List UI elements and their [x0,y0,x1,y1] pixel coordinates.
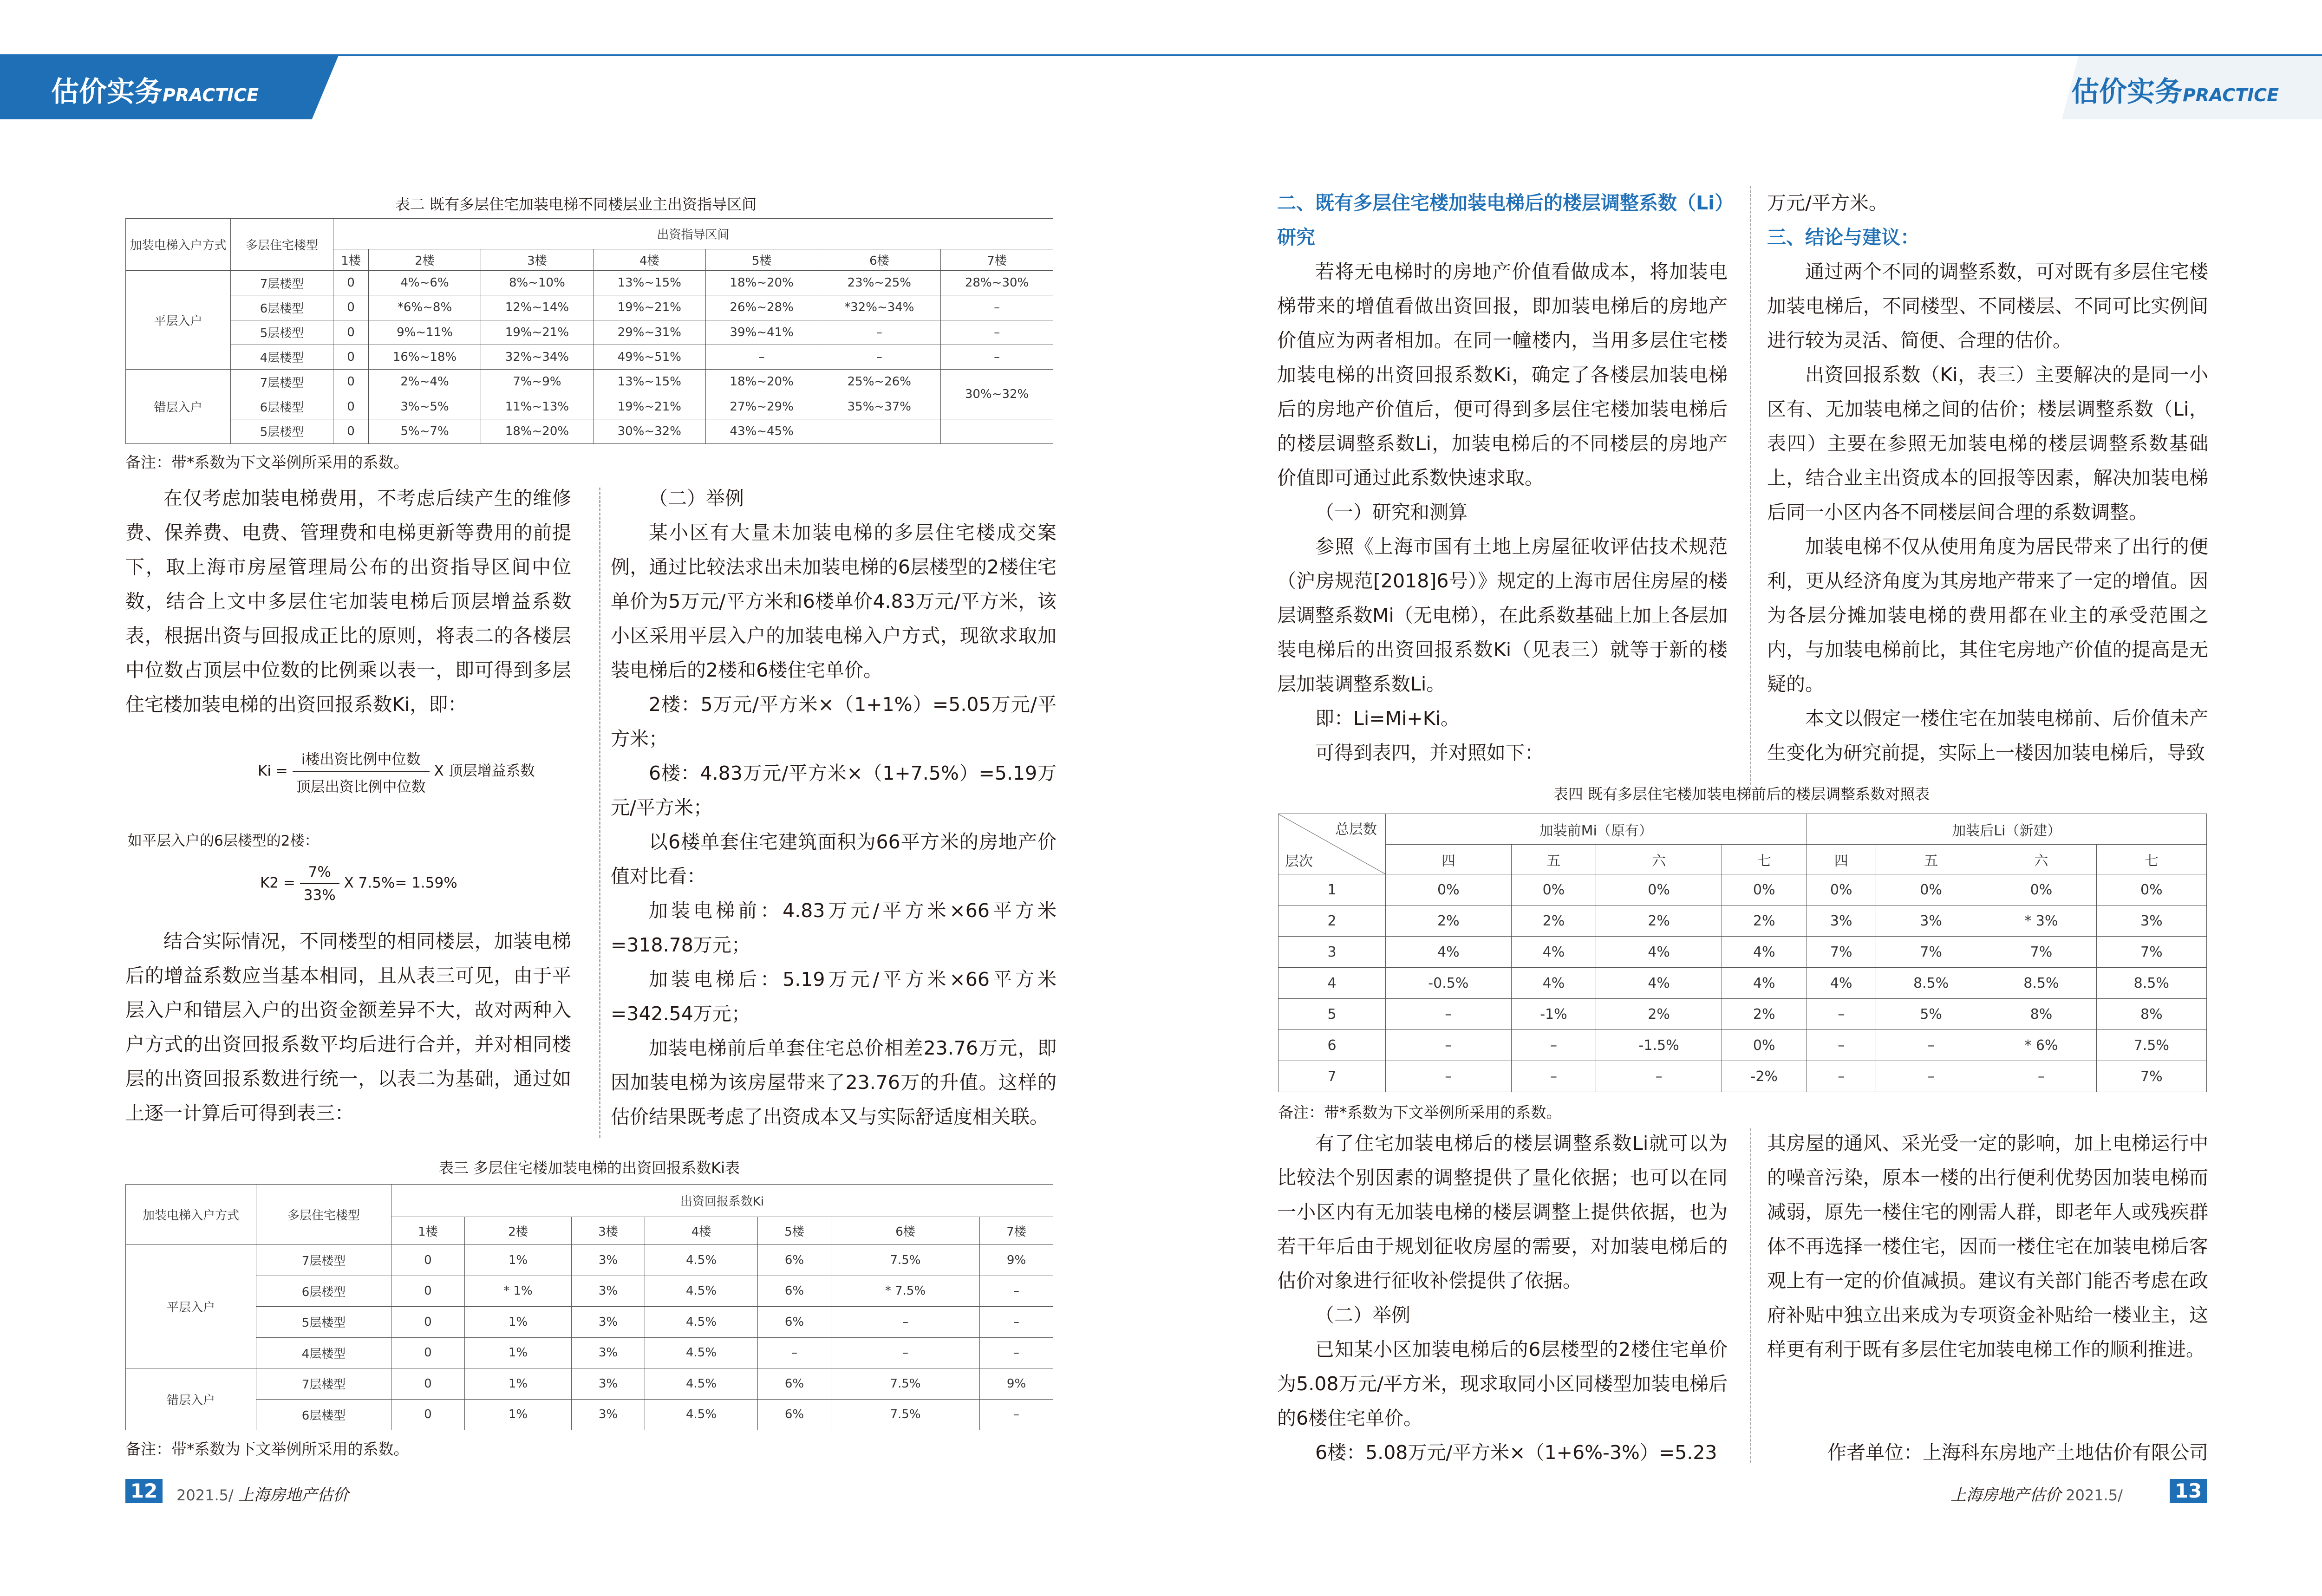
table3-cell: 1% [464,1245,571,1276]
table2-cell: 23%~25% [818,271,941,295]
table-row [126,370,1053,394]
section-heading: 二、既有多层住宅楼加装电梯后的楼层调整系数（Li）研究 [1277,192,1724,248]
table3-cell: 3% [572,1337,645,1368]
formula-text: X 7.5%= 1.59% [344,874,457,892]
table3-cell: – [831,1337,979,1368]
column-divider [1750,186,1751,789]
table-row [1278,937,2207,968]
table3-cell: 1% [464,1337,571,1368]
table2-cell: 4%~6% [369,271,481,295]
subsection-heading: （二）举例 [1315,1304,1410,1326]
table2-type-cell: 6层楼型 [231,295,333,320]
table2-cell: 0 [333,320,369,345]
table3-note: 备注：带*系数为下文举例所采用的系数。 [125,1440,409,1458]
table-row [126,419,1053,443]
table2-type-cell: 5层楼型 [231,419,333,443]
table4-cell: 8.5% [1876,968,1986,999]
table4-cell: – [1386,999,1512,1030]
table2-cell: – [941,320,1053,345]
table-row [126,320,1053,345]
table2-cell: – [818,345,941,369]
table4-cell: 0% [1807,874,1876,905]
issue-text: 2021.5/ [176,1486,234,1504]
table2 [125,218,1053,444]
table3-cell: 3% [572,1245,645,1276]
paragraph: 加装电梯后：5.19万元/平方米×66平方米=342.54万元； [611,968,1057,1025]
table3-header-mode: 加装电梯入户方式 [126,1185,256,1245]
table3-type-cell: 6层楼型 [256,1399,391,1430]
paragraph: 有了住宅加装电梯后的楼层调整系数Li就可以为比较法个别因素的调整提供了量化依据；也可以在同一小区内有无加装电梯的楼层调整上提供依据，也为若干年后由于规划征收房屋的需要，对加装电梯后的估价对象进行征收补偿提供了依据。 [1277,1132,1728,1292]
table2-type-cell: 5层楼型 [231,320,333,345]
table3-caption: 表三 多层住宅楼加装电梯的出资回报系数Ki表 [438,1159,740,1177]
table4-col-header: 七 [2096,845,2206,874]
table2-cell: 30%~32% [593,419,705,443]
column-divider [599,488,600,1138]
table2-cell: 39%~41% [705,320,818,345]
table4-corner-bottom: 层次 [1285,853,1313,870]
table4-col-header: 五 [1511,845,1596,874]
table2-cell: – [941,295,1053,320]
table3-cell: 6% [758,1399,831,1430]
right-column-1 [1277,186,1728,770]
table4-floor-cell: 1 [1278,874,1386,905]
table3-cell: 1% [464,1307,571,1338]
section-heading: 三、结论与建议： [1767,226,1919,248]
table4-col-header: 六 [1596,845,1722,874]
table4-cell: – [1511,1061,1596,1092]
table-row [1278,874,2207,905]
table4-cell: 8% [1986,999,2096,1030]
table4-cell: – [1986,1061,2096,1092]
table-row [126,271,1053,295]
formula-text: X 顶层增益系数 [434,762,535,780]
table2-mode-cell: 平层入户 [126,271,231,370]
formula-fraction [293,748,430,796]
table4-cell: 7% [2096,1061,2206,1092]
table3-cell: 6% [758,1368,831,1400]
table4-cell: – [1807,1030,1876,1061]
formula-ki [258,748,535,796]
table2-type-cell: 7层楼型 [231,271,333,295]
table4-cell: -0.5% [1386,968,1512,999]
paragraph: 参照《上海市国有土地上房屋征收评估技术规范（沪房规范[2018]6号）》规定的上海市居住房屋的楼层调整系数Mi（无电梯），在此系数基础上加上各层加装电梯后的出资回报系数Ki（见表三）就等于新的楼层加装调整系数Li。 [1277,535,1728,695]
table3-cell: 4.5% [645,1245,757,1276]
table3-floor-header: 7楼 [980,1217,1053,1245]
table2-cell: 13%~15% [593,370,705,394]
table3-cell: 6% [758,1276,831,1307]
paragraph: 结合实际情况，不同楼型的相同楼层，加装电梯后的增益系数应当基本相同，且从表三可见，由于平层入户和错层入户的出资金额差异不大，故对两种入户方式的出资回报系数平均后进行合并，并对相同楼层的出资回报系数进行统一，以表二为基础，通过如上逐一计算后可得到表三： [125,930,571,1124]
table2-cell: 11%~13% [481,394,593,419]
table2-cell: 35%~37% [818,394,941,419]
table4-cell: – [1807,1061,1876,1092]
table-row [126,1368,1053,1400]
table4-cell: – [1596,1061,1722,1092]
table4-cell: 3% [1807,905,1876,937]
table3-cell: 1% [464,1368,571,1400]
table3-cell: – [980,1399,1053,1430]
table4-cell: 3% [2096,905,2206,937]
table3-cell: 4.5% [645,1276,757,1307]
table2-cell: 0 [333,419,369,443]
table4-cell: 7% [2096,937,2206,968]
table2-cell: 49%~51% [593,345,705,369]
paragraph: 其房屋的通风、采光受一定的影响，加上电梯运行中的噪音污染，原本一楼的出行便利优势因加装电梯而减弱，原先一楼住宅的刚需人群，即老年人或残疾群体不再选择一楼住宅，因而一楼住宅在加装电梯后客观上有一定的价值减损。建议有关部门能否考虑在政府补贴中独立出来成为专项资金补贴给一楼业主，这样更有利于既有多层住宅加装电梯工作的顺利推进。 [1767,1132,2208,1361]
table4-cell: – [1807,999,1876,1030]
table3-floor-header: 3楼 [572,1217,645,1245]
table4-cell: 8% [2096,999,2206,1030]
table2-type-cell: 4层楼型 [231,345,333,369]
table2-cell: *6%~8% [369,295,481,320]
table4-floor-cell: 5 [1278,999,1386,1030]
table4-cell: 4% [1722,937,1807,968]
table4-cell: 2% [1511,905,1596,937]
table4-cell: 4% [1511,968,1596,999]
table4-col-header: 七 [1722,845,1807,874]
table2-floor-header: 3楼 [481,249,593,271]
table2-cell [941,419,1053,443]
table3-cell: 3% [572,1399,645,1430]
table4-cell: -1% [1511,999,1596,1030]
formula-text: K2 = [260,874,295,892]
table4-group-before: 加装前Mi（原有） [1386,814,1807,845]
formula-denominator: 33% [303,887,336,904]
top-rule [0,54,2322,56]
table4-cell: 0% [1986,874,2096,905]
table3-cell: 0 [391,1337,465,1368]
table2-cell: 5%~7% [369,419,481,443]
table3-cell: 4.5% [645,1307,757,1338]
table2-cell: 18%~20% [481,419,593,443]
right-bottom-column-2 [1767,1126,2208,1367]
table3-cell: 4.5% [645,1399,757,1430]
table-row [126,1245,1053,1276]
table4 [1278,814,2207,1092]
formula-denominator: 顶层出资比例中位数 [296,779,426,795]
table2-cell: 18%~20% [705,271,818,295]
table2-cell: 7%~9% [481,370,593,394]
paragraph: 加装电梯前后单套住宅总价相差23.76万元，即因加装电梯为该房屋带来了23.76万的升值。这样的估价结果既考虑了出资成本又与实际舒适度相关联。 [611,1037,1057,1128]
table2-note: 备注：带*系数为下文举例所采用的系数。 [125,453,409,471]
table-row [126,345,1053,369]
table4-cell: 4% [1807,968,1876,999]
table-row [126,394,1053,419]
paragraph: 加装电梯前：4.83万元/平方米×66平方米=318.78万元； [611,899,1057,956]
table3-cell: 3% [572,1307,645,1338]
table-row [1278,968,2207,999]
footer-left-issue [176,1482,349,1505]
table4-cell: – [1511,1030,1596,1061]
paragraph: 通过两个不同的调整系数，可对既有多层住宅楼加装电梯后，不同楼型、不同楼层、不同可比实例间进行较为灵活、简便、合理的估价。 [1767,261,2208,352]
table2-cell: 16%~18% [369,345,481,369]
table2-floor-header: 6楼 [818,249,941,271]
table3-cell: – [758,1337,831,1368]
footer-right-issue [1950,1482,2123,1505]
table3-mode-cell: 错层入户 [126,1368,256,1430]
table4-cell: 0% [1876,874,1986,905]
table2-cell [818,419,941,443]
table4-cell: – [1876,1030,1986,1061]
table2-floor-header: 5楼 [705,249,818,271]
table4-col-header: 六 [1986,845,2096,874]
formula-fraction [300,864,339,904]
table4-cell: 7.5% [2096,1030,2206,1061]
table2-cell: 0 [333,295,369,320]
table4-cell: 8.5% [1986,968,2096,999]
table3-header-type: 多层住宅楼型 [256,1185,391,1245]
table4-cell: 7% [1986,937,2096,968]
table3-cell: 0 [391,1368,465,1400]
table4-cell: * 6% [1986,1030,2096,1061]
table3-header-group: 出资回报系数Ki [391,1185,1053,1217]
table4-cell: 4% [1596,968,1722,999]
table4-cell: 0% [1386,874,1512,905]
table4-cell: 4% [1722,968,1807,999]
table3-floor-header: 1楼 [391,1217,465,1245]
table4-col-header: 四 [1386,845,1512,874]
table2-cell: 19%~21% [481,320,593,345]
table4-floor-cell: 7 [1278,1061,1386,1092]
table3 [125,1184,1053,1430]
table-row [126,1276,1053,1307]
table2-type-cell: 6层楼型 [231,394,333,419]
table2-cell: 0 [333,271,369,295]
paragraph: 某小区有大量未加装电梯的多层住宅楼成交案例，通过比较法求出未加装电梯的6层楼型的2楼住宅单价为5万元/平方米和6楼单价4.83万元/平方米，该小区采用平层入户的加装电梯入户方式，现欲求取加装电梯后的2楼和6楼住宅单价。 [611,521,1057,681]
table3-type-cell: 7层楼型 [256,1245,391,1276]
table3-cell: 7.5% [831,1399,979,1430]
example-intro: 如平层入户的6层楼型的2楼： [128,833,319,849]
table3-cell: 3% [572,1276,645,1307]
table3-type-cell: 6层楼型 [256,1276,391,1307]
table3-type-cell: 7层楼型 [256,1368,391,1400]
table2-cell: 13%~15% [593,271,705,295]
table4-col-header: 五 [1876,845,1986,874]
table2-floor-header: 4楼 [593,249,705,271]
table4-cell: 2% [1386,905,1512,937]
table4-cell: – [1386,1030,1512,1061]
paragraph: 以6楼单套住宅建筑面积为66平方米的房地产价值对比看： [611,831,1057,887]
table-row [126,1399,1053,1430]
table2-cell: – [705,345,818,369]
table-row [126,1307,1053,1338]
subsection-heading: （一）研究和测算 [1315,501,1468,523]
table4-col-header: 四 [1807,845,1876,874]
table4-group-after: 加装后Li（新建） [1807,814,2206,845]
table4-floor-cell: 4 [1278,968,1386,999]
table3-floor-header: 2楼 [464,1217,571,1245]
table3-cell: 1% [464,1399,571,1430]
header-right-title: 估价实务PRACTICE [2071,76,2279,108]
table-row [1278,905,2207,937]
table4-cell: – [1386,1061,1512,1092]
paragraph: 2楼：5万元/平方米×（1+1%）=5.05万元/平方米； [611,693,1057,750]
table2-cell: 25%~26% [818,370,941,394]
table3-mode-cell: 平层入户 [126,1245,256,1368]
table3-floor-header: 4楼 [645,1217,757,1245]
paragraph: 6楼：5.08万元/平方米×（1+6%-3%）=5.23 [1315,1441,1717,1464]
table3-cell: 3% [572,1368,645,1400]
left-column-1 [125,481,571,722]
magazine-logo: 上海房地产估价 [1950,1486,2061,1505]
table2-floor-header: 7楼 [941,249,1053,271]
table4-floor-cell: 2 [1278,905,1386,937]
paragraph: 万元/平方米。 [1767,192,1888,214]
table3-floor-header: 5楼 [758,1217,831,1245]
formula-k2 [260,864,457,904]
page-number-right: 13 [2170,1479,2207,1503]
table2-cell: 29%~31% [593,320,705,345]
table2-cell: 0 [333,345,369,369]
table2-cell: 43%~45% [705,419,818,443]
table4-corner-cell [1278,814,1386,874]
table-row [1278,999,2207,1030]
table3-floor-header: 6楼 [831,1217,979,1245]
table2-cell: 9%~11% [369,320,481,345]
table3-cell: 6% [758,1307,831,1338]
table4-cell: 7% [1807,937,1876,968]
table3-cell: 9% [980,1368,1053,1400]
table4-cell: 8.5% [2096,968,2206,999]
table4-cell: 4% [1511,937,1596,968]
issue-text: 2021.5/ [2066,1486,2123,1504]
table4-cell: 4% [1596,937,1722,968]
paragraph: 若将无电梯时的房地产价值看做成本，将加装电梯带来的增值看做出资回报，即加装电梯后的房地产价值应为两者相加。在同一幢楼内，当用多层住宅楼加装电梯的出资回报系数Ki，确定了各楼层加装电梯后的房地产价值后，便可得到多层住宅楼加装电梯后的楼层调整系数Li，加装电梯后的不同楼层的房地产价值即可通过此系数快速求取。 [1277,261,1728,489]
table3-cell: – [831,1307,979,1338]
table3-cell: 9% [980,1245,1053,1276]
table2-header-group: 出资指导区间 [333,219,1053,249]
table4-floor-cell: 3 [1278,937,1386,968]
table2-cell-merged: 30%~32% [941,370,1053,419]
table4-caption: 表四 既有多层住宅楼加装电梯前后的楼层调整系数对照表 [1553,785,1930,803]
table3-cell: – [980,1337,1053,1368]
table3-cell: 7.5% [831,1368,979,1400]
table4-cell: * 3% [1986,905,2096,937]
table3-type-cell: 5层楼型 [256,1307,391,1338]
paragraph: 本文以假定一楼住宅在加装电梯前、后价值未产生变化为研究前提，实际上一楼因加装电梯后，导致 [1767,707,2208,764]
table4-cell: 2% [1596,905,1722,937]
table2-cell: 12%~14% [481,295,593,320]
table2-cell: – [941,345,1053,369]
author-affiliation: 作者单位：上海科东房地产土地估价有限公司 [1827,1441,2208,1464]
table3-cell: 4.5% [645,1337,757,1368]
table4-cell: 0% [2096,874,2206,905]
right-bottom-column-1 [1277,1126,1728,1470]
table2-cell: 0 [333,394,369,419]
table4-cell: 0% [1511,874,1596,905]
table4-cell: 2% [1722,905,1807,937]
paragraph: 即：Li=Mi+Ki。 [1315,707,1460,730]
table2-cell: 2%~4% [369,370,481,394]
table4-cell: 7% [1876,937,1986,968]
table4-cell: 0% [1722,1030,1807,1061]
table3-type-cell: 4层楼型 [256,1337,391,1368]
table2-header-type: 多层住宅楼型 [231,219,333,271]
table4-cell: 0% [1722,874,1807,905]
table2-cell: *32%~34% [818,295,941,320]
table3-cell: 4.5% [645,1368,757,1400]
table4-cell: 4% [1386,937,1512,968]
paragraph: 在仅考虑加装电梯费用，不考虑后续产生的维修费、保养费、电费、管理费和电梯更新等费用的前提下，取上海市房屋管理局公布的出资指导区间中位数，结合上文中多层住宅加装电梯后顶层增益系数表，根据出资与回报成正比的原则，将表二的各楼层中位数占顶层中位数的比例乘以表一，即可得到多层住宅楼加装电梯的出资回报系数Ki，即： [125,487,571,716]
table3-cell: 7.5% [831,1245,979,1276]
table3-cell: 6% [758,1245,831,1276]
table4-cell: 5% [1876,999,1986,1030]
table4-cell: -2% [1722,1061,1807,1092]
paragraph: 出资回报系数（Ki，表三）主要解决的是同一小区有、无加装电梯之间的估价；楼层调整系数（Li，表四）主要在参照无加装电梯的楼层调整系数基础上，结合业主出资成本的回报等因素，解决加装电梯后同一小区内各不同楼层间合理的系数调整。 [1767,364,2208,523]
left-column-1b [125,924,571,1130]
table2-cell: 32%~34% [481,345,593,369]
column-divider [1750,1128,1751,1463]
table3-cell: * 7.5% [831,1276,979,1307]
table3-cell: * 1% [464,1276,571,1307]
table2-floor-header: 1楼 [333,249,369,271]
table4-cell: -1.5% [1596,1030,1722,1061]
right-column-2 [1767,186,2208,770]
formula-numerator: i楼出资比例中位数 [293,748,430,772]
table4-corner-top: 总层数 [1335,821,1377,838]
table-row [1278,1061,2207,1092]
table3-cell: 0 [391,1307,465,1338]
table2-cell: 19%~21% [593,394,705,419]
paragraph: 加装电梯不仅从使用角度为居民带来了出行的便利，更从经济角度为其房地产带来了一定的增值。因为各层分摊加装电梯的费用都在业主的承受范围之内，与加装电梯前比，其住宅房地产价值的提高是无疑的。 [1767,535,2208,695]
table3-cell: 0 [391,1276,465,1307]
page-number-left: 12 [125,1479,163,1503]
table2-cell: 27%~29% [705,394,818,419]
table-row [126,1337,1053,1368]
paragraph: 6楼：4.83万元/平方米×（1+7.5%）=5.19万元/平方米； [611,762,1057,819]
paragraph: 已知某小区加装电梯后的6层楼型的2楼住宅单价为5.08万元/平方米，现求取同小区同楼型加装电梯后的6楼住宅单价。 [1277,1338,1728,1429]
section-heading: （二）举例 [649,487,744,509]
formula-numerator: 7% [300,864,339,884]
table2-header-mode: 加装电梯入户方式 [126,219,231,271]
table2-floor-header: 2楼 [369,249,481,271]
table3-cell: 0 [391,1399,465,1430]
table2-cell: – [818,320,941,345]
table4-cell: 3% [1876,905,1986,937]
table2-cell: 8%~10% [481,271,593,295]
table2-cell: 0 [333,370,369,394]
table3-cell: – [980,1307,1053,1338]
table2-cell: 19%~21% [593,295,705,320]
paragraph: 可得到表四，并对照如下： [1315,742,1544,764]
table4-cell: – [1876,1061,1986,1092]
left-column-2 [611,481,1057,1134]
table4-note: 备注：带*系数为下文举例所采用的系数。 [1278,1103,1562,1121]
table-row [126,295,1053,320]
table2-cell: 3%~5% [369,394,481,419]
table2-caption: 表二 既有多层住宅加装电梯不同楼层业主出资指导区间 [395,195,757,213]
table-row [1278,1030,2207,1061]
formula-text: Ki = [258,762,288,780]
table4-cell: 0% [1596,874,1722,905]
table2-mode-cell: 错层入户 [126,370,231,444]
table2-cell: 26%~28% [705,295,818,320]
table2-cell: 18%~20% [705,370,818,394]
header-left-title: 估价实务PRACTICE [51,76,259,108]
table2-cell: 28%~30% [941,271,1053,295]
table4-cell: 2% [1596,999,1722,1030]
magazine-logo: 上海房地产估价 [238,1486,349,1505]
table4-floor-cell: 6 [1278,1030,1386,1061]
table3-cell: 0 [391,1245,465,1276]
table2-type-cell: 7层楼型 [231,370,333,394]
table4-cell: 2% [1722,999,1807,1030]
table3-cell: – [980,1276,1053,1307]
